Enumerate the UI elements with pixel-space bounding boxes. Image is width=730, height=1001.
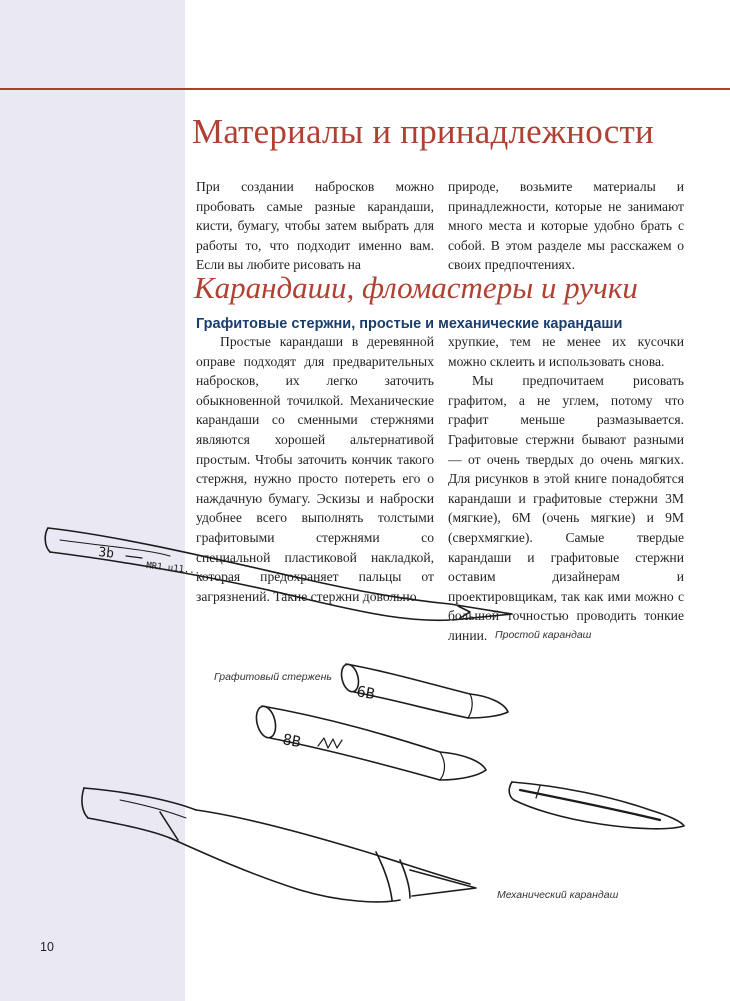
- page-title: Материалы и принадлежности: [192, 112, 654, 151]
- page-number: 10: [40, 940, 54, 954]
- pencil-scribble-text: MR1.u11...: [145, 561, 201, 577]
- body-paragraph-2: хрупкие, тем не менее их кусочки можно склеить и использовать снова.: [448, 334, 684, 369]
- stick-6b-label: 6B: [355, 682, 377, 704]
- mechanical-pencil-cap-drawing: [509, 782, 684, 829]
- caption-graphite-stick: Графитовый стержень: [214, 671, 332, 683]
- intro-paragraph-2: природе, возьмите материалы и принадлежности, которые не занимают много места и которые удобно брать с собой. В этом разделе мы расскажем о своих предпочтениях.: [448, 179, 684, 273]
- graphite-stick-8b-drawing: [253, 704, 486, 780]
- caption-mechanical-pencil: Механический карандаш: [497, 889, 619, 901]
- section-subheading: Графитовые стержни, простые и механические карандаши: [196, 316, 623, 332]
- body-paragraph-1: Простые карандаши в деревянной оправе подходят для предварительных набросков, их легко заточить обыкновенной точилкой. Механические карандаши со сменными стержнями являются хорошей альтернативой простым. Чтобы заточить кончик такого стержня, нужно просто потереть его о наждачную бумагу. Эскизы и наброски удобнее всего выполнять толстыми графитовыми стержнями со специальной пластиковой накладкой, которая предохраняет пальцы от загрязнений. Такие стержни довольно: [196, 334, 434, 604]
- intro-paragraph-1: При создании набросков можно пробовать самые разные карандаши, кисти, бумагу, чтобы затем выбрать для работы то, что подходит именно вам. Если вы любите рисовать на: [196, 179, 434, 273]
- mechanical-pencil-drawing: [82, 788, 476, 902]
- stick-8b-label: 8B: [281, 730, 303, 752]
- simple-pencil-drawing: [45, 528, 512, 620]
- section-heading: Карандаши, фломастеры и ручки: [194, 270, 638, 305]
- pencil-hardness-label: 3b: [97, 545, 115, 562]
- graphite-stick-6b-drawing: [339, 662, 508, 718]
- body-paragraph-3: Мы предпочитаем рисовать графитом, а не углем, потому что графит меньше размазывается. Графитовые стержни бывают разными — от очень твердых до очень мягких. Для рисунков в этой книге понадобятся карандаши и графитовые стержни 3М (мягкие), 6М (очень мягкие) и 9М (сверхмягкие). Самые твердые карандаши и графитовые стержни оставим дизайнерам и проектировщикам, так как ими можно с большой точностью проводить тонкие линии.: [448, 373, 684, 643]
- caption-simple-pencil: Простой карандаш: [495, 629, 592, 641]
